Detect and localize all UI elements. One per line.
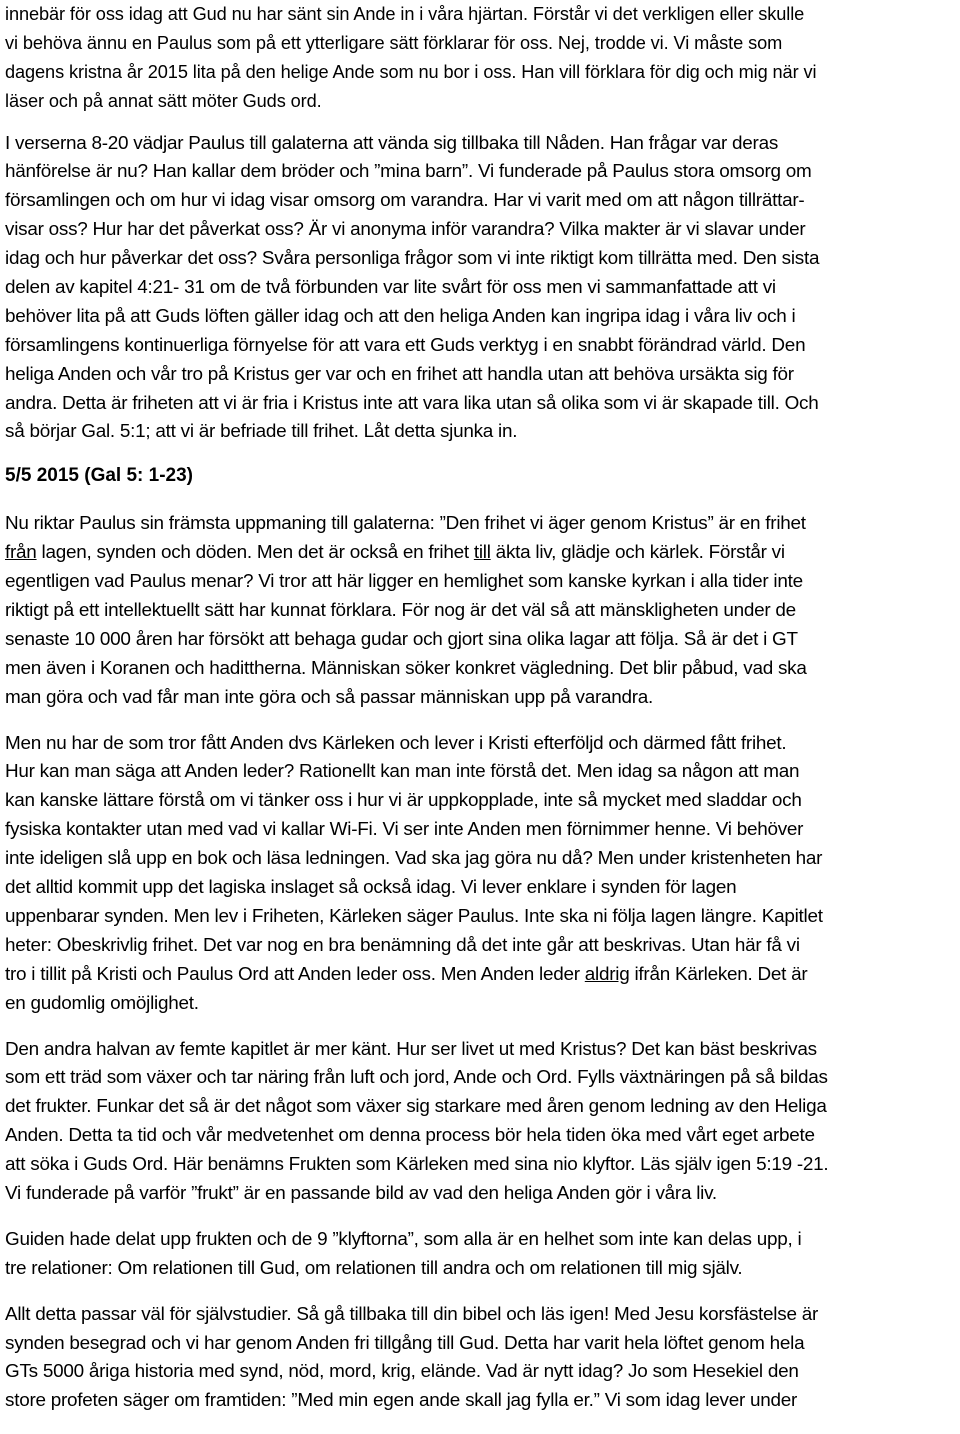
text-line: det frukter. Funkar det så är det något som växer sig starkare med åren genom ledning av den Heliga [5,1096,827,1118]
text-line: Hur kan man säga att Anden leder? Rationellt kan man inte förstå det. Men idag sa någon att man [5,761,800,783]
text-line: Men nu har de som tror fått Anden dvs Kärleken och lever i Kristi efterföljd och därmed fått frihet. [5,732,787,754]
underlined-word: aldrig [584,963,630,985]
paragraph-relations [5,1226,957,1284]
text-line: men även i Koranen och hadittherna. Människan söker konkret vägledning. Det blir påbud, vad ska [5,657,807,679]
underlined-word: till [473,542,491,564]
text-line: Anden. Detta ta tid och vår medvetenhet om denna process bör hela tiden öka med vårt eget arbete [5,1125,815,1147]
underlined-word: från [5,542,37,564]
text-span: tro i tillit på Kristi och Paulus Ord att Anden leder oss. Men Anden leder [5,963,585,985]
paragraph-galatians-4 [5,130,957,448]
paragraph-freedom [5,510,957,712]
text-line: Nu riktar Paulus sin främsta uppmaning till galaterna: ”Den frihet vi äger genom Kristus” är en frihet [5,513,806,535]
text-line: uppenbarar synden. Men lev i Friheten, Kärleken säger Paulus. Inte ska ni följa lagen längre. Kapitlet [5,905,823,927]
text-line: I verserna 8-20 vädjar Paulus till galaterna att vända sig tillbaka till Nåden. Han frågar var deras [5,132,779,154]
text-line: GTs 5000 åriga historia med synd, nöd, mord, krig, elände. Vad är nytt idag? Jo som Hesekiel den [5,1361,799,1383]
text-line: idag och hur påverkar det oss? Svåra personliga frågor som vi inte riktigt kom tillrätta med. Den sista [5,248,820,270]
text-line: heliga Anden och vår tro på Kristus ger var och en frihet att handla utan att behöva ursäkta sig för [5,363,794,385]
section-heading: 5/5 2015 (Gal 5: 1-23) [5,465,193,487]
text-span: ifrån Kärleken. Det är [629,963,808,985]
text-line: riktigt på ett intellektuellt sätt har kunnat förklara. För nog är det väl så att mänskligheten under de [5,600,796,622]
text-line: visar oss? Hur har det påverkat oss? Är vi anonyma inför varandra? Vilka makter är vi slavar under [5,219,806,241]
text-line: Allt detta passar väl för självstudier. Så gå tillbaka till din bibel och läs igen! Med Jesu korsfästelse är [5,1303,819,1325]
text-line: det alltid kommit upp det lagiska inslaget så också idag. Vi lever enklare i synden för lagen [5,877,737,899]
text-span: lagen, synden och döden. Men det är också en frihet [36,542,474,564]
text-line: inte ideligen slå upp en bok och läsa ledningen. Vad ska jag göra nu då? Men under kristenheten har [5,848,823,870]
text-line: en gudomlig omöjlighet. [5,992,199,1014]
text-line: heter: Obeskrivlig frihet. Det var nog en bra benämning då det inte går att beskrivas. Utan här få vi [5,934,800,956]
text-line: läser och på annat sätt möter Guds ord. [5,90,322,111]
text-line: delen av kapitel 4:21- 31 om de två förbunden var lite svårt för oss men vi sammanfattade att vi [5,277,776,299]
text-line: behöver lita på att Guds löften gäller idag och att den heliga Anden kan ingripa idag i våra liv och i [5,305,796,327]
text-line: kan kanske lättare förstå om vi tänker oss i hur vi är uppkopplade, inte så mycket med sladdar och [5,790,802,812]
text-line [5,961,957,990]
text-line: som ett träd som växer och tar näring från luft och jord, Ande och Ord. Fylls växtnäringen på så bildas [5,1067,828,1089]
text-line: tre relationer: Om relationen till Gud, om relationen till andra och om relationen till mig själv. [5,1257,743,1279]
document-page [5,0,957,1416]
text-line: egentligen vad Paulus menar? Vi tror att här ligger en hemlighet som kanske kyrkan i alla tider inte [5,571,803,593]
paragraph-self-study [5,1301,957,1417]
paragraph-spirit-leads [5,730,957,1019]
intro-paragraph [5,0,957,116]
text-line: man göra och vad får man inte göra och så passar människan upp på varandra. [5,686,654,708]
text-line: synden besegrad och vi har genom Anden fri tillgång till Gud. Detta har varit hela löftet genom hela [5,1332,805,1354]
text-line: Guiden hade delat upp frukten och de 9 ”klyftorna”, som alla är en helhet som inte kan delas upp, i [5,1228,802,1250]
text-span: äkta liv, glädje och kärlek. Förstår vi [490,542,785,564]
text-line: fysiska kontakter utan med vad vi kallar Wi-Fi. Vi ser inte Anden men förnimmer henne. Vi behöver [5,819,804,841]
text-line: församlingen och om hur vi idag visar omsorg om varandra. Har vi varit med om att någon tillrättar- [5,190,805,212]
text-line: innebär för oss idag att Gud nu har sänt sin Ande in i våra hjärtan. Förstår vi det verkligen eller skulle [5,4,805,24]
text-line: senaste 10 000 åren har försökt att behaga gudar och gjort sina olika lagar att följa. Så är det i GT [5,628,798,650]
text-line: hänförelse är nu? Han kallar dem bröder och ”mina barn”. Vi funderade på Paulus stora omsorg om [5,161,812,183]
text-line: andra. Detta är friheten att vi är fria i Kristus inte att vara lika utan så olika som vi är skapade till. Och [5,392,819,414]
text-line: Vi funderade på varför ”frukt” är en passande bild av vad den heliga Anden gör i våra liv. [5,1182,717,1204]
text-line: så börjar Gal. 5:1; att vi är befriade till frihet. Låt detta sjunka in. [5,421,518,443]
text-line: att söka i Guds Ord. Här benämns Frukten som Kärleken med sina nio klyftor. Läs själv igen 5:19 -21. [5,1154,829,1176]
text-line: församlingens kontinuerliga förnyelse för att vara ett Guds verktyg i en snabbt förändrad värld. Den [5,334,806,356]
text-line: vi behöva ännu en Paulus som på ett ytterligare sätt förklarar för oss. Nej, trodde vi. Vi måste som [5,32,783,53]
text-line: Den andra halvan av femte kapitlet är mer känt. Hur ser livet ut med Kristus? Det kan bäst beskrivas [5,1038,817,1060]
text-line: store profeten säger om framtiden: ”Med min egen ande skall jag fylla er.” Vi som idag lever under [5,1390,798,1412]
text-line [5,539,957,568]
text-line: dagens kristna år 2015 lita på den helige Ande som nu bor i oss. Han vill förklara för dig och mig när vi [5,61,817,82]
paragraph-fruit [5,1036,957,1209]
